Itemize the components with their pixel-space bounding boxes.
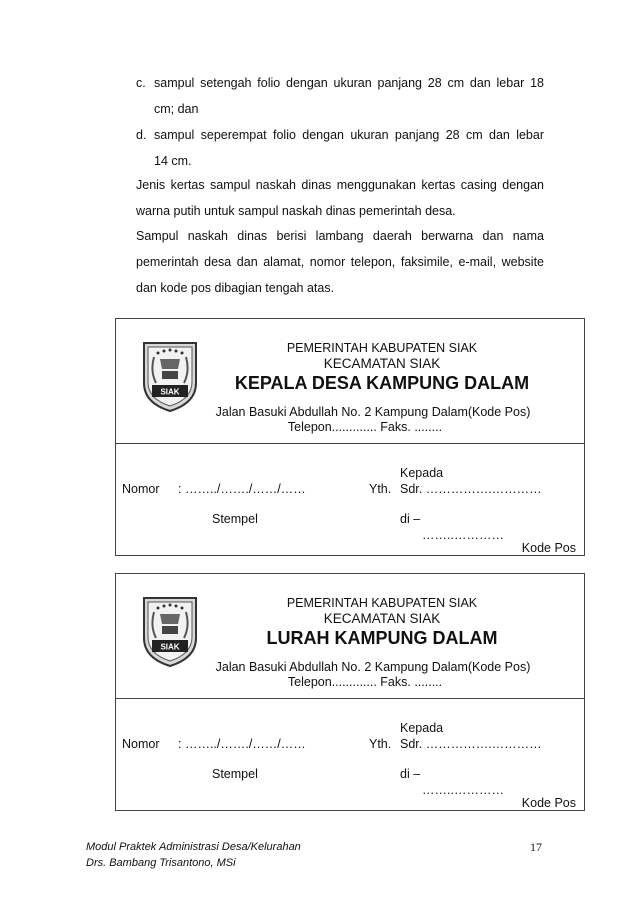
logo-text: SIAK bbox=[160, 642, 180, 652]
envelope-kepala-desa bbox=[115, 318, 585, 556]
office-phone-fax: Telepon............. Faks. ........ bbox=[287, 420, 443, 434]
nomor-value: : ……../……./……/…… bbox=[178, 482, 306, 496]
paragraph-paper-type: Jenis kertas sampul naskah dinas menggunakan kertas casing dengan warna putih untuk sampul naskah dinas pemerintah desa. bbox=[136, 178, 544, 218]
list-text-line1: sampul setengah folio dengan ukuran panjang 28 cm dan lebar 18 bbox=[154, 76, 544, 90]
yth-label: Yth. bbox=[369, 737, 392, 751]
regency-name: PEMERINTAH KABUPATEN SIAK bbox=[286, 596, 478, 610]
footer-author: Drs. Bambang Trisantono, MSi bbox=[86, 857, 236, 869]
list-text-line2: 14 cm. bbox=[154, 154, 192, 168]
address-dots: ……..………… bbox=[422, 528, 504, 542]
nomor-label: Nomor bbox=[122, 737, 160, 751]
stempel-label: Stempel bbox=[212, 512, 258, 526]
office-title: KEPALA DESA KAMPUNG DALAM bbox=[234, 373, 530, 393]
envelope-address-block bbox=[116, 699, 584, 810]
page-number: 17 bbox=[530, 840, 542, 854]
kode-pos-label: Kode Pos bbox=[521, 796, 576, 810]
list-label: d. bbox=[136, 128, 147, 142]
district-name: KECAMATAN SIAK bbox=[323, 356, 441, 371]
list-text-line2: cm; dan bbox=[154, 102, 199, 116]
office-address: Jalan Basuki Abdullah No. 2 Kampung Dalam(Kode Pos) bbox=[215, 405, 531, 419]
office-title: LURAH KAMPUNG DALAM bbox=[266, 628, 498, 648]
stempel-label: Stempel bbox=[212, 767, 258, 781]
logo-text: SIAK bbox=[160, 387, 180, 397]
envelope-header bbox=[116, 319, 584, 444]
siak-regency-emblem-icon bbox=[138, 592, 202, 668]
nomor-label: Nomor bbox=[122, 482, 160, 496]
footer-module-title: Modul Praktek Administrasi Desa/Kelurahan bbox=[86, 841, 301, 853]
recipient-sdr: Sdr. …………….………… bbox=[400, 737, 542, 751]
yth-label: Yth. bbox=[369, 482, 392, 496]
list-label: c. bbox=[136, 76, 146, 90]
envelope-address-block bbox=[116, 444, 584, 555]
list-text-line1: sampul seperempat folio dengan ukuran panjang 28 cm dan lebar bbox=[154, 128, 544, 142]
di-label: di – bbox=[400, 512, 421, 526]
office-address: Jalan Basuki Abdullah No. 2 Kampung Dalam(Kode Pos) bbox=[215, 660, 531, 674]
recipient-sdr: Sdr. …………….………… bbox=[400, 482, 542, 496]
envelope-header bbox=[116, 574, 584, 699]
kepada-label: Kepada bbox=[400, 721, 444, 735]
district-name: KECAMATAN SIAK bbox=[323, 611, 441, 626]
siak-regency-emblem-icon bbox=[138, 337, 202, 413]
envelope-lurah bbox=[115, 573, 585, 811]
nomor-value: : ……../……./……/…… bbox=[178, 737, 306, 751]
di-label: di – bbox=[400, 767, 421, 781]
kode-pos-label: Kode Pos bbox=[521, 541, 576, 555]
address-dots: ……..………… bbox=[422, 783, 504, 797]
office-phone-fax: Telepon............. Faks. ........ bbox=[287, 675, 443, 689]
paragraph-cover-content: Sampul naskah dinas berisi lambang daerah berwarna dan nama pemerintah desa dan alamat, nomor telepon, faksimile, e-mail, website dan kode pos dibagian tengah atas. bbox=[136, 229, 544, 295]
kepada-label: Kepada bbox=[400, 466, 444, 480]
regency-name: PEMERINTAH KABUPATEN SIAK bbox=[286, 341, 478, 355]
